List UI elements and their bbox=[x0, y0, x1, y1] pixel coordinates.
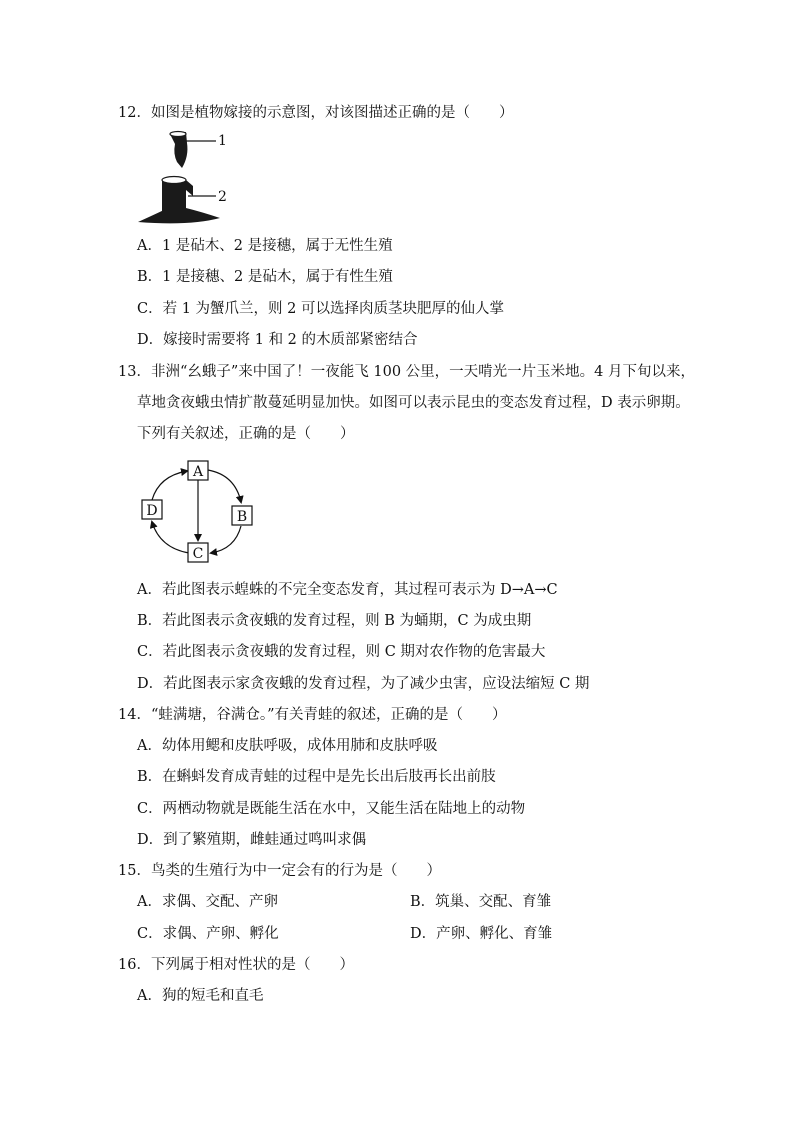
q13-option-d: D．若此图表示家贪夜蛾的发育过程，为了减少虫害，应设法缩短 C 期 bbox=[137, 676, 590, 692]
arrow-d-to-a bbox=[152, 471, 187, 500]
q14-option-c: C．两栖动物就是既能生活在水中，又能生活在陆地上的动物 bbox=[137, 801, 526, 817]
q13-stem-line-3: 下列有关叙述，正确的是（ ） bbox=[137, 426, 355, 442]
arrow-a-to-b bbox=[208, 470, 241, 502]
svg-text:D: D bbox=[146, 503, 158, 519]
q13-stem-line-1: 13．非洲“幺蛾子”来中国了！一夜能飞 100 公里，一天啃光一片玉米地。4 月下旬以来， bbox=[118, 364, 696, 380]
q12-option-a: A．1 是砧木、2 是接穗，属于无性生殖 bbox=[137, 238, 393, 254]
q15-option-a: A．求偶、交配、产卵 bbox=[137, 894, 278, 910]
q15-option-c: C．求偶、产卵、孵化 bbox=[137, 926, 279, 942]
node-c bbox=[188, 543, 208, 562]
q12-stem: 12．如图是植物嫁接的示意图，对该图描述正确的是（ ） bbox=[118, 105, 514, 121]
arrow-b-to-c bbox=[211, 526, 241, 553]
q16-option-a: A．狗的短毛和直毛 bbox=[137, 988, 264, 1004]
label-1: 1 bbox=[218, 133, 227, 149]
q13-option-b: B．若此图表示贪夜蛾的发育过程，则 B 为蛹期，C 为成虫期 bbox=[137, 613, 532, 629]
q15-option-d: D．产卵、孵化、育雏 bbox=[410, 926, 553, 942]
arrow-c-to-d bbox=[152, 522, 189, 553]
node-d bbox=[142, 500, 162, 519]
svg-text:A: A bbox=[192, 464, 204, 480]
scion-shape bbox=[170, 132, 187, 169]
q13-option-a: A．若此图表示蝗蛛的不完全变态发育，其过程可表示为 D→A→C bbox=[137, 582, 558, 598]
svg-text:B: B bbox=[236, 509, 248, 525]
node-b bbox=[232, 506, 252, 525]
q13-option-c: C．若此图表示贪夜蛾的发育过程，则 C 期对农作物的危害最大 bbox=[137, 644, 546, 660]
q14-stem: 14．“蛙满塘，谷满仓。”有关青蛙的叙述，正确的是（ ） bbox=[118, 707, 507, 723]
svg-text:C: C bbox=[192, 546, 204, 562]
q12-option-b: B．1 是接穗、2 是砧木，属于有性生殖 bbox=[137, 269, 393, 285]
q15-stem: 15．鸟类的生殖行为中一定会有的行为是（ ） bbox=[118, 863, 441, 879]
grafting-diagram bbox=[130, 126, 260, 230]
life-cycle-diagram bbox=[135, 455, 265, 570]
stock-shape bbox=[138, 177, 220, 224]
q14-option-a: A．幼体用鳃和皮肤呼吸，成体用肺和皮肤呼吸 bbox=[137, 738, 438, 754]
q16-stem: 16．下列属于相对性状的是（ ） bbox=[118, 957, 354, 973]
q14-option-b: B．在蝌蚪发育成青蛙的过程中是先长出后肢再长出前肢 bbox=[137, 769, 496, 785]
label-2: 2 bbox=[218, 189, 227, 205]
q13-stem-line-2: 草地贪夜蛾虫情扩散蔓延明显加快。如图可以表示昆虫的变态发育过程，D 表示卵期。 bbox=[137, 395, 690, 411]
q12-option-c: C．若 1 为蟹爪兰，则 2 可以选择肉质茎块肥厚的仙人掌 bbox=[137, 301, 504, 317]
q12-option-d: D．嫁接时需要将 1 和 2 的木质部紧密结合 bbox=[137, 332, 418, 348]
q15-option-b: B．筑巢、交配、育雏 bbox=[410, 894, 552, 910]
q14-option-d: D．到了繁殖期，雌蛙通过鸣叫求偶 bbox=[137, 832, 367, 848]
node-a bbox=[188, 461, 208, 480]
